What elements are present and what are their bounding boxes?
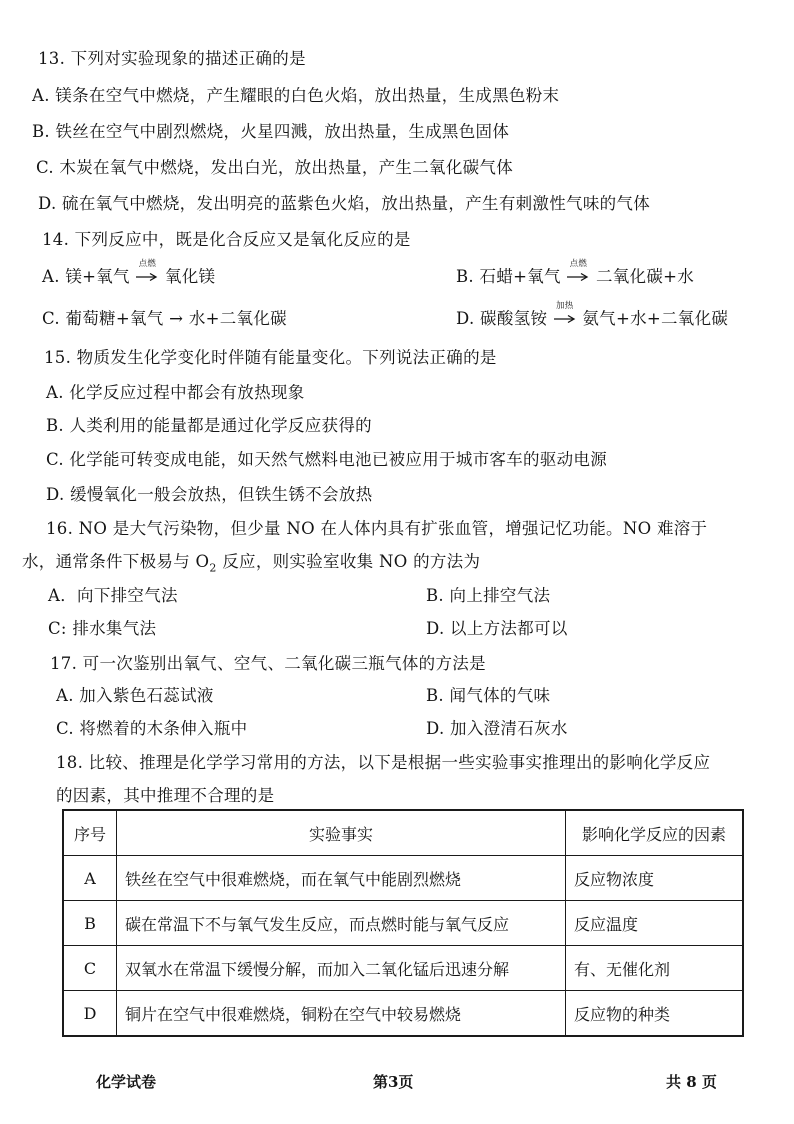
reaction-arrow-icon xyxy=(566,259,590,286)
q14-c-products: 水+二氧化碳 xyxy=(188,309,287,328)
q14-d-reactants: 碳酸氢铵 xyxy=(480,309,548,328)
q14-b-letter: B. xyxy=(456,267,474,286)
q14-a-letter: A. xyxy=(42,267,60,286)
footer-page-number: 第3页 xyxy=(373,1073,414,1091)
q14-d-products: 氨气+水+二氧化碳 xyxy=(582,309,729,328)
row-factor: 反应温度 xyxy=(566,901,744,946)
row-label: A xyxy=(63,856,117,901)
q16-stem-line2-b: 反应，则实验室收集 NO 的方法为 xyxy=(216,552,481,571)
row-fact: 双氧水在常温下缓慢分解，而加入二氧化锰后迅速分解 xyxy=(117,946,566,991)
row-factor: 有、无催化剂 xyxy=(566,946,744,991)
q16-stem-line2-a: 水，通常条件下极易与 O xyxy=(22,552,210,571)
q13-stem: 13. 下列对实验现象的描述正确的是 xyxy=(38,49,306,68)
row-fact: 铁丝在空气中很难燃烧，而在氧气中能剧烈燃烧 xyxy=(117,856,566,901)
q14-stem: 14. 下列反应中，既是化合反应又是氧化反应的是 xyxy=(42,230,411,249)
q18-stem-line2: 的因素，其中推理不合理的是 xyxy=(56,786,275,805)
q14-b-products: 二氧化碳+水 xyxy=(595,267,695,286)
q14-a-condition: 点燃 xyxy=(138,259,157,269)
q17-option-c: C. 将燃着的木条伸入瓶中 xyxy=(56,719,248,738)
q16-option-d: D. 以上方法都可以 xyxy=(426,619,568,638)
q14-d-condition: 加热 xyxy=(555,301,574,311)
q16-stem-subscript: 2 xyxy=(209,561,217,575)
q16-stem-line1: 16. NO 是大气污染物，但少量 NO 在人体内具有扩张血管，增强记忆功能。NO 难溶于 xyxy=(46,519,708,538)
q18-stem-line1: 18. 比较、推理是化学学习常用的方法，以下是根据一些实验事实推理出的影响化学反应 xyxy=(56,753,711,772)
q14-c-reactants: 葡萄糖+氧气 xyxy=(65,309,164,328)
reaction-arrow-icon xyxy=(135,259,159,286)
q14-option-c xyxy=(42,305,287,329)
q14-b-condition: 点燃 xyxy=(569,259,588,269)
q14-d-letter: D. xyxy=(456,309,475,328)
table-header-row xyxy=(63,810,743,856)
row-label: C xyxy=(63,946,117,991)
q14-option-b xyxy=(456,259,695,287)
q14-option-a xyxy=(42,259,216,287)
table-row xyxy=(63,946,743,991)
q15-stem: 15. 物质发生化学变化时伴随有能量变化。下列说法正确的是 xyxy=(44,348,497,367)
q13-option-b: B. 铁丝在空气中剧烈燃烧，火星四溅，放出热量，生成黑色固体 xyxy=(32,122,510,141)
q15-option-a: A. 化学反应过程中都会有放热现象 xyxy=(46,383,305,402)
col-header-number: 序号 xyxy=(63,810,117,856)
row-factor: 反应物的种类 xyxy=(566,991,744,1037)
q18-table xyxy=(62,809,744,1037)
table-row xyxy=(63,856,743,901)
q13-option-d: D. 硫在氧气中燃烧，发出明亮的蓝紫色火焰，放出热量，产生有刺激性气味的气体 xyxy=(38,194,651,213)
row-fact: 碳在常温下不与氧气发生反应，而点燃时能与氧气反应 xyxy=(117,901,566,946)
table-row xyxy=(63,901,743,946)
q15-option-c: C. 化学能可转变成电能，如天然气燃料电池已被应用于城市客车的驱动电源 xyxy=(46,450,608,469)
row-label: D xyxy=(63,991,117,1037)
q14-a-reactants: 镁+氧气 xyxy=(65,267,130,286)
col-header-factor: 影响化学反应的因素 xyxy=(566,810,744,856)
q13-option-a: A. 镁条在空气中燃烧，产生耀眼的白色火焰，放出热量，生成黑色粉末 xyxy=(32,86,560,105)
row-label: B xyxy=(63,901,117,946)
q16-stem-line2 xyxy=(22,548,480,574)
footer-subject: 化学试卷 xyxy=(96,1073,157,1091)
q17-option-b: B. 闻气体的气味 xyxy=(426,686,551,705)
q16-option-c: C: 排水集气法 xyxy=(48,619,157,638)
q14-b-reactants: 石蜡+氧气 xyxy=(479,267,561,286)
col-header-fact: 实验事实 xyxy=(117,810,566,856)
q16-option-a: A．向下排空气法 xyxy=(48,586,178,605)
q17-option-d: D. 加入澄清石灰水 xyxy=(426,719,568,738)
reaction-arrow-icon xyxy=(553,301,577,328)
q15-option-b: B. 人类利用的能量都是通过化学反应获得的 xyxy=(46,416,372,435)
table-row xyxy=(63,991,743,1037)
q16-option-b: B. 向上排空气法 xyxy=(426,586,551,605)
q17-option-a: A. 加入紫色石蕊试液 xyxy=(56,686,214,705)
row-fact: 铜片在空气中很难燃烧，铜粉在空气中较易燃烧 xyxy=(117,991,566,1037)
q14-c-arrow: → xyxy=(169,309,184,328)
q13-option-c: C. 木炭在氧气中燃烧，发出白光，放出热量，产生二氧化碳气体 xyxy=(36,158,514,177)
q15-option-d: D. 缓慢氧化一般会放热，但铁生锈不会放热 xyxy=(46,485,373,504)
q14-a-products: 氧化镁 xyxy=(164,267,216,286)
q14-option-d xyxy=(456,301,729,329)
row-factor: 反应物浓度 xyxy=(566,856,744,901)
q14-c-letter: C. xyxy=(42,309,60,328)
q17-stem: 17. 可一次鉴别出氧气、空气、二氧化碳三瓶气体的方法是 xyxy=(50,654,486,673)
footer-total-pages: 共 8 页 xyxy=(666,1073,717,1091)
